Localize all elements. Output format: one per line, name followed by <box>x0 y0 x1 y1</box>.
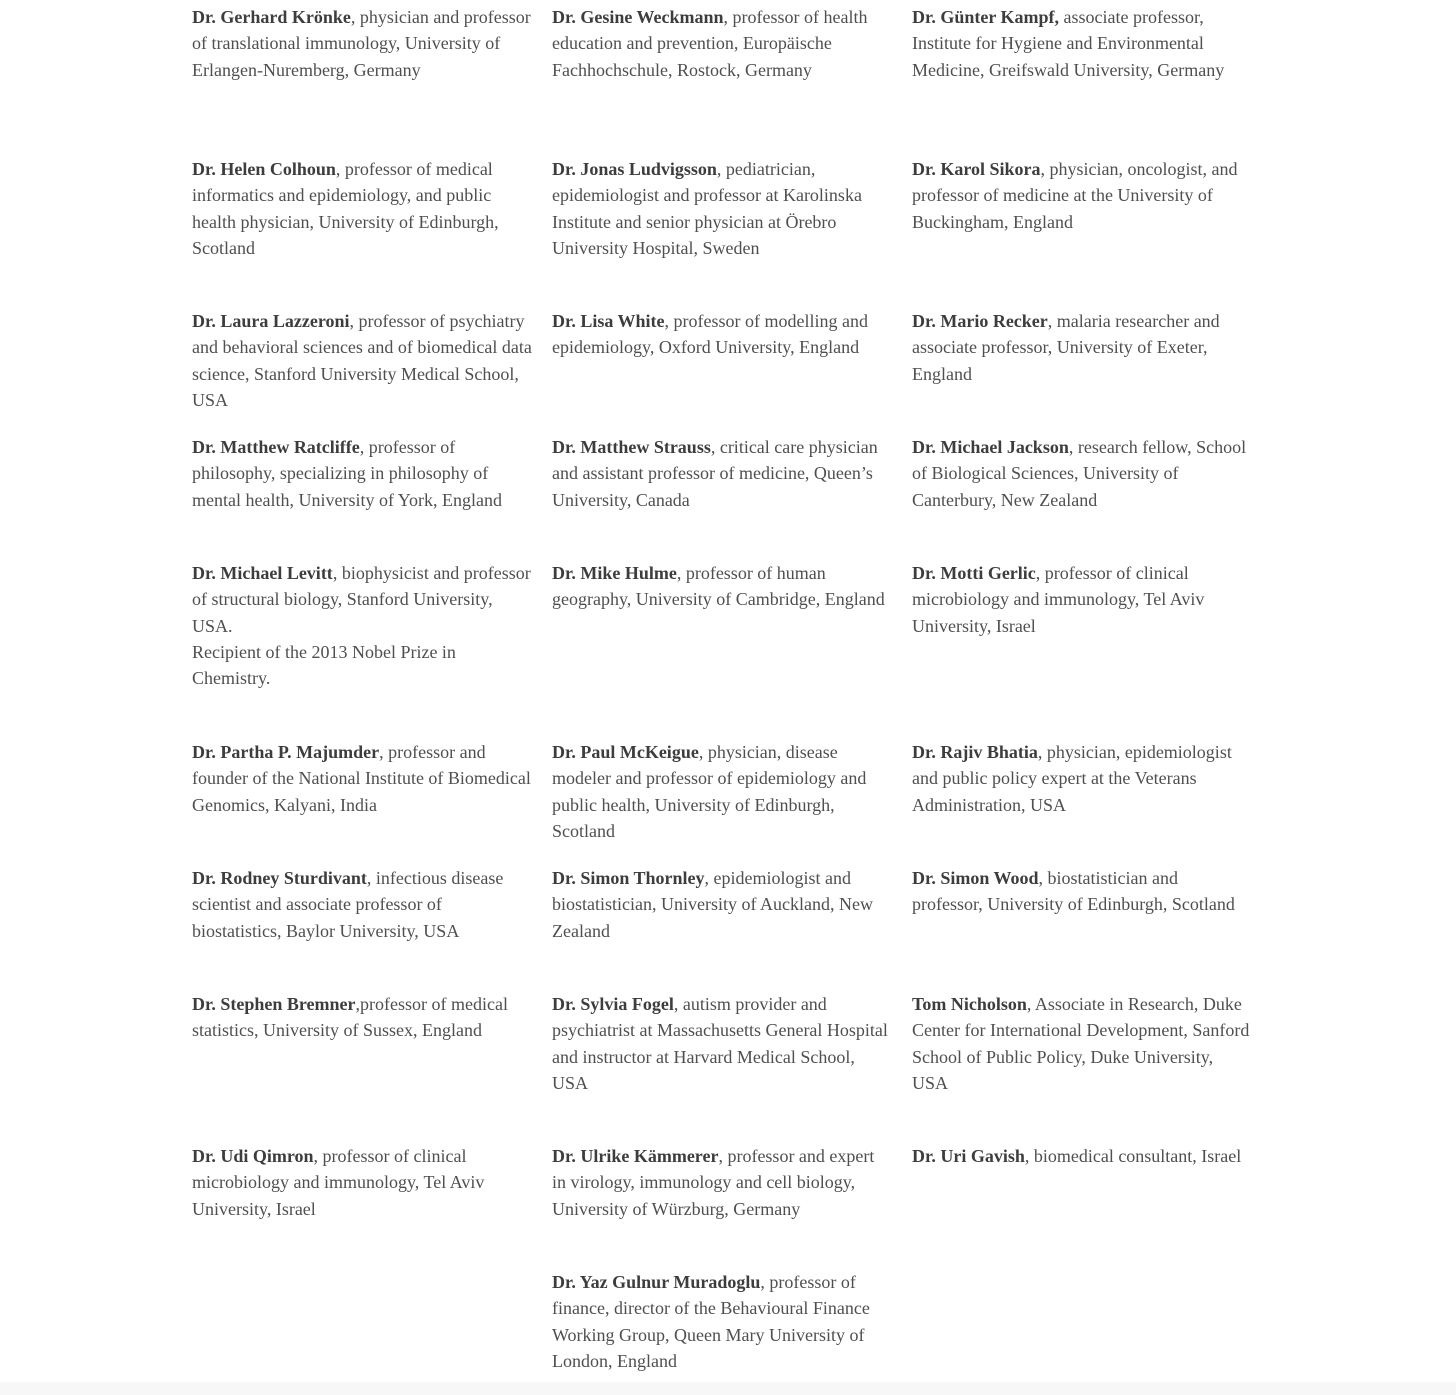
signatory-name: Dr. Simon Wood <box>912 868 1039 888</box>
signatory-name: Dr. Mario Recker <box>912 311 1048 331</box>
signatory-description: , biomedical consultant, Israel <box>1024 1146 1242 1166</box>
signatory-entry <box>192 4 532 83</box>
signatory-description: , research fellow, School of Biological Sciences, University of Canterbury, New Zealand <box>912 437 1247 510</box>
signatory-entry <box>552 434 892 513</box>
signatory-description: , pediatrician, epidemiologist and professor at Karolinska Institute and senior physician at Örebro University Hospital, Sweden <box>552 159 862 258</box>
signatory-description: , malaria researcher and associate professor, University of Exeter, England <box>912 311 1220 384</box>
signatory-entry <box>552 156 892 261</box>
signatory-entry <box>192 560 532 691</box>
signatory-entry <box>912 4 1252 83</box>
signatory-name: Dr. Karol Sikora <box>912 159 1041 179</box>
signatory-description: associate professor, Institute for Hygiene and Environmental Medicine, Greifswald University, Germany <box>912 7 1225 80</box>
signatory-entry <box>552 1269 892 1374</box>
signatory-description: , physician and professor of translational immunology, University of Erlangen-Nuremberg, Germany <box>192 7 531 80</box>
signatory-description: , professor of finance, director of the Behavioural Finance Working Group, Queen Mary University of London, England <box>552 1272 870 1371</box>
signatory-name: Dr. Ulrike Kämmerer <box>552 1146 719 1166</box>
signatory-entry <box>912 560 1252 639</box>
signatory-entry <box>552 991 892 1096</box>
signatory-name: Dr. Rodney Sturdivant <box>192 868 367 888</box>
signatory-entry <box>912 865 1252 918</box>
signatory-description: , professor of clinical microbiology and immunology, Tel Aviv University, Israel <box>192 1146 485 1219</box>
signatory-name: Dr. Sylvia Fogel <box>552 994 674 1014</box>
signatories-grid <box>192 4 1456 1374</box>
signatory-note: Recipient of the 2013 Nobel Prize in Chemistry. <box>192 641 456 689</box>
signatory-entry <box>192 308 532 413</box>
signatory-name: Tom Nicholson <box>912 994 1027 1014</box>
signatory-name: Dr. Uri Gavish <box>912 1146 1025 1166</box>
signatory-name: Dr. Paul McKeigue <box>552 742 699 762</box>
signatory-name: Dr. Matthew Ratcliffe <box>192 437 360 457</box>
signatory-entry <box>192 865 532 944</box>
signatory-description: , professor of clinical microbiology and immunology, Tel Aviv University, Israel <box>912 563 1205 636</box>
signatory-description: , Associate in Research, Duke Center for International Development, Sanford School of Public Policy, Duke University, USA <box>912 994 1250 1093</box>
signatory-name: Dr. Motti Gerlic <box>912 563 1036 583</box>
signatory-name: Dr. Udi Qimron <box>192 1146 314 1166</box>
signatory-name: Dr. Jonas Ludvigsson <box>552 159 717 179</box>
signatory-name: Dr. Matthew Strauss <box>552 437 711 457</box>
signatory-description: , physician, oncologist, and professor of medicine at the University of Buckingham, England <box>912 159 1238 232</box>
signatory-entry <box>192 156 532 261</box>
signatory-description: , professor of health education and prevention, Europäische Fachhochschule, Rostock, Germany <box>552 7 868 80</box>
signatory-entry <box>912 434 1252 513</box>
signatory-description: , physician, disease modeler and professor of epidemiology and public health, University of Edinburgh, Scotland <box>552 742 867 841</box>
signatory-entry <box>192 991 532 1044</box>
signatory-description: , professor and expert in virology, immunology and cell biology, University of Würzburg, Germany <box>552 1146 875 1219</box>
signatory-entry <box>552 1143 892 1222</box>
signatory-name: Dr. Laura Lazzeroni <box>192 311 350 331</box>
signatory-name: Dr. Helen Colhoun <box>192 159 336 179</box>
signatory-description: , professor and founder of the National Institute of Biomedical Genomics, Kalyani, India <box>192 742 531 815</box>
signatory-entry <box>912 991 1252 1096</box>
signatory-description: , biophysicist and professor of structural biology, Stanford University, USA. <box>192 563 531 636</box>
signatory-description: , professor of psychiatry and behavioral sciences and of biomedical data science, Stanford University Medical School, USA <box>192 311 532 410</box>
signatory-description: , infectious disease scientist and associate professor of biostatistics, Baylor University, USA <box>192 868 504 941</box>
signatory-name: Dr. Michael Levitt <box>192 563 333 583</box>
signatory-name: Dr. Rajiv Bhatia <box>912 742 1038 762</box>
signatory-entry <box>912 1143 1252 1169</box>
signatory-entry <box>912 156 1252 235</box>
signatory-entry <box>552 308 892 361</box>
signatory-entry <box>912 739 1252 818</box>
signatory-name: Dr. Lisa White <box>552 311 665 331</box>
signatory-name: Dr. Simon Thornley <box>552 868 705 888</box>
signatory-description: , professor of modelling and epidemiology, Oxford University, England <box>552 311 868 358</box>
signatory-description: , physician, epidemiologist and public policy expert at the Veterans Administration, USA <box>912 742 1232 815</box>
signatory-name: Dr. Michael Jackson <box>912 437 1069 457</box>
signatory-entry <box>552 560 892 613</box>
signatory-entry <box>552 739 892 844</box>
signatory-description: , professor of medical informatics and epidemiology, and public health physician, University of Edinburgh, Scotland <box>192 159 499 258</box>
signatory-entry <box>912 308 1252 387</box>
signatory-name: Dr. Mike Hulme <box>552 563 677 583</box>
signatory-name: Dr. Günter Kampf, <box>912 7 1060 27</box>
signatory-description: ,professor of medical statistics, University of Sussex, England <box>192 994 508 1041</box>
signatory-name: Dr. Gesine Weckmann <box>552 7 724 27</box>
signatory-description: , epidemiologist and biostatistician, University of Auckland, New Zealand <box>552 868 873 941</box>
signatory-description: , professor of human geography, University of Cambridge, England <box>552 563 885 610</box>
signatory-name: Dr. Partha P. Majumder <box>192 742 380 762</box>
signatory-entry <box>192 434 532 513</box>
signatory-description: , biostatistician and professor, University of Edinburgh, Scotland <box>912 868 1235 915</box>
signatory-entry <box>192 739 532 818</box>
signatory-name: Dr. Yaz Gulnur Muradoglu <box>552 1272 761 1292</box>
signatory-entry <box>552 865 892 944</box>
signatory-entry <box>552 4 892 83</box>
signatory-name: Dr. Stephen Bremner <box>192 994 356 1014</box>
signatory-description: , professor of philosophy, specializing in philosophy of mental health, University of York, England <box>192 437 502 510</box>
signatory-description: , critical care physician and assistant professor of medicine, Queen’s University, Canada <box>552 437 878 510</box>
signatory-entry <box>192 1143 532 1222</box>
footer-strip <box>0 1382 1456 1395</box>
signatory-name: Dr. Gerhard Krönke <box>192 7 351 27</box>
signatory-description: , autism provider and psychiatrist at Massachusetts General Hospital and instructor at Harvard Medical School, USA <box>552 994 888 1093</box>
